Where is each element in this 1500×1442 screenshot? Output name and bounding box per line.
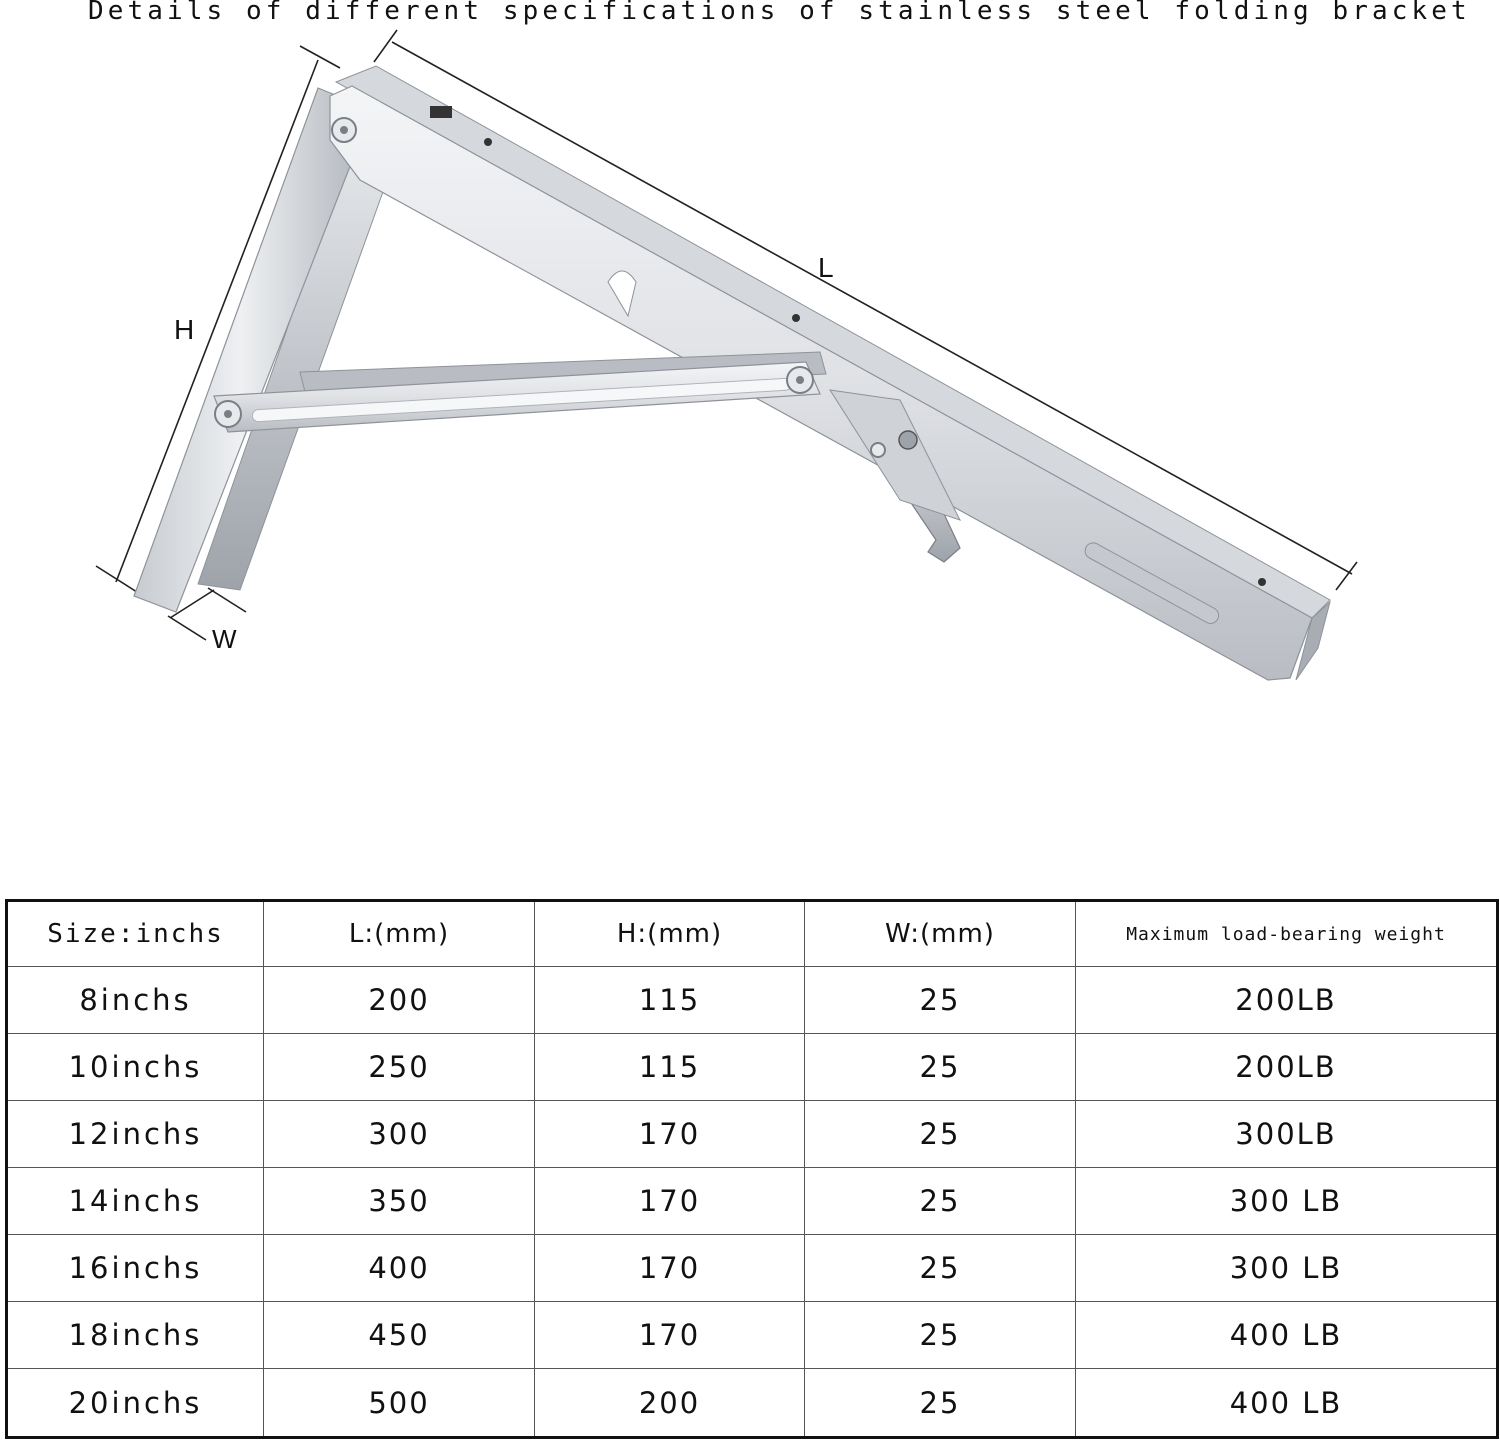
mount-slot <box>430 106 452 118</box>
cell-height: 170 <box>535 1302 805 1369</box>
cell-max-load: 300LB <box>1076 1101 1498 1168</box>
cell-length: 500 <box>264 1369 535 1438</box>
table-header-row <box>7 901 1498 967</box>
header-max-load: Maximum load-bearing weight <box>1076 901 1498 967</box>
table-row <box>7 1235 1498 1302</box>
spring-bolt <box>899 431 917 449</box>
page-title: Details of different specifications of stainless steel folding bracket <box>88 0 1471 26</box>
cell-height: 200 <box>535 1369 805 1438</box>
cell-size: 20inchs <box>7 1369 264 1438</box>
cell-max-load: 200LB <box>1076 967 1498 1034</box>
mount-hole-3 <box>1258 578 1266 586</box>
cell-height: 170 <box>535 1168 805 1235</box>
cell-max-load: 400 LB <box>1076 1369 1498 1438</box>
cell-width: 25 <box>805 967 1076 1034</box>
mount-hole-2 <box>792 314 800 322</box>
header-height: H:(mm) <box>535 901 805 967</box>
cell-max-load: 400 LB <box>1076 1302 1498 1369</box>
cell-width: 25 <box>805 1302 1076 1369</box>
mount-hole-1 <box>484 138 492 146</box>
cell-length: 250 <box>264 1034 535 1101</box>
table-row <box>7 1034 1498 1101</box>
horizontal-arm-top <box>336 66 1330 618</box>
cell-size: 14inchs <box>7 1168 264 1235</box>
cell-length: 450 <box>264 1302 535 1369</box>
cell-max-load: 200LB <box>1076 1034 1498 1101</box>
cell-size: 12inchs <box>7 1101 264 1168</box>
header-size: Size:inchs <box>7 901 264 967</box>
cell-width: 25 <box>805 1034 1076 1101</box>
cell-max-load: 300 LB <box>1076 1168 1498 1235</box>
cell-max-load: 300 LB <box>1076 1235 1498 1302</box>
lever-pivot <box>871 443 885 457</box>
table-row <box>7 1168 1498 1235</box>
dimension-label-length: L <box>818 252 834 283</box>
table-row <box>7 1302 1498 1369</box>
cell-height: 170 <box>535 1101 805 1168</box>
cell-height: 115 <box>535 967 805 1034</box>
table-row <box>7 1369 1498 1438</box>
cell-size: 18inchs <box>7 1302 264 1369</box>
cell-width: 25 <box>805 1369 1076 1438</box>
cell-length: 350 <box>264 1168 535 1235</box>
specification-table <box>5 899 1499 1439</box>
cell-width: 25 <box>805 1235 1076 1302</box>
cell-size: 16inchs <box>7 1235 264 1302</box>
cell-length: 300 <box>264 1101 535 1168</box>
cell-height: 170 <box>535 1235 805 1302</box>
dimension-label-height: H <box>174 314 195 345</box>
header-width: W:(mm) <box>805 901 1076 967</box>
dimension-line-length <box>374 30 1357 590</box>
cell-size: 10inchs <box>7 1034 264 1101</box>
cell-length: 200 <box>264 967 535 1034</box>
cell-height: 115 <box>535 1034 805 1101</box>
table-row <box>7 1101 1498 1168</box>
cell-width: 25 <box>805 1101 1076 1168</box>
dimension-label-width: W <box>212 624 237 654</box>
cell-length: 400 <box>264 1235 535 1302</box>
cell-size: 8inchs <box>7 967 264 1034</box>
corner-pivot-center <box>340 126 348 134</box>
cell-width: 25 <box>805 1168 1076 1235</box>
brace-pivot-left-center <box>224 410 232 418</box>
header-length: L:(mm) <box>264 901 535 967</box>
brace-pivot-right-center <box>796 376 804 384</box>
table-row <box>7 967 1498 1034</box>
